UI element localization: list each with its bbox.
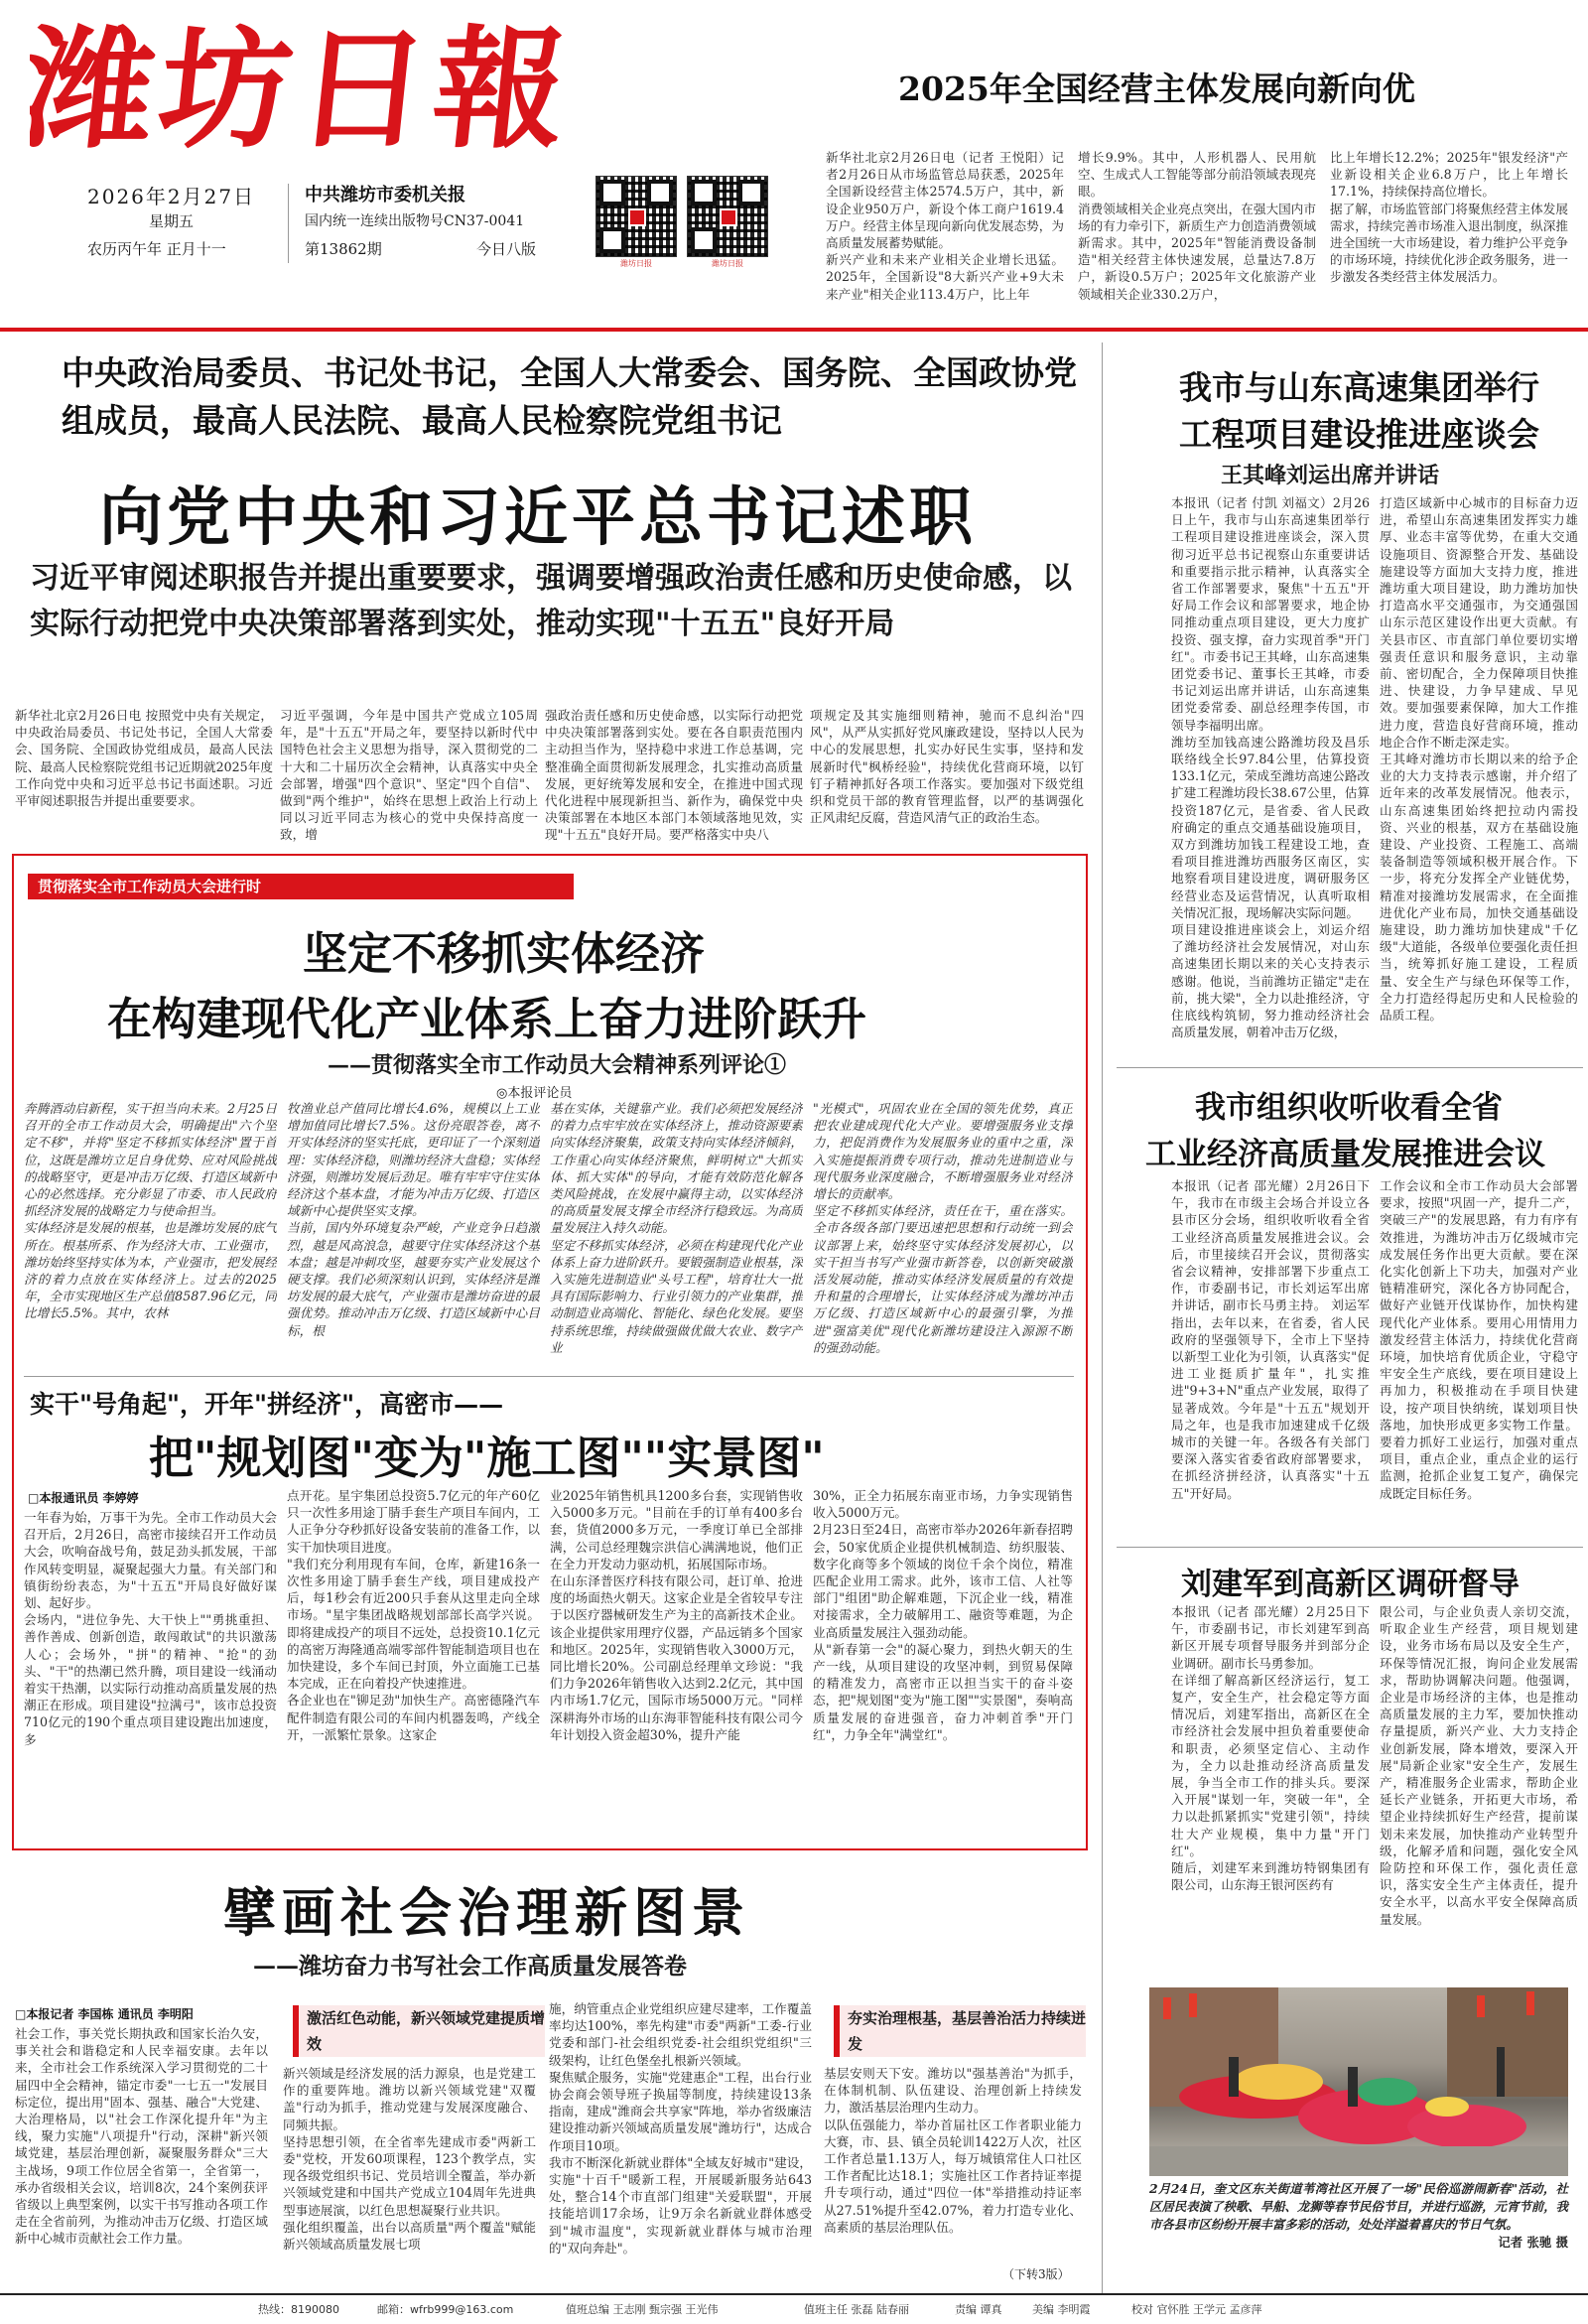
lead-col4: 项规定及其实施细则精神，驰而不息纠治"四风"，从严从实抓好党风廉政建设，坚持以人民为中心的发展思想，扎实办好民生实事，坚持和发展新时代"枫桥经验"，持续优化营商环境，以钉钉子精神抓好各项工作落实。要加强对下级党组织和党员干部的教育管理监督，以严的基调强化正风肃纪反腐，营造风清气正的政治生态。 xyxy=(810,708,1084,826)
governance-subhead: ——潍坊奋力书写社会工作高质量发展答卷 xyxy=(253,1953,687,1980)
footer-hotline: 热线：8190080 xyxy=(258,2303,339,2316)
footer-resp: 责编 谭真 xyxy=(955,2303,1002,2316)
lead-headline: 向党中央和习近平总书记述职 xyxy=(99,481,977,555)
right3-col2: 限公司，与企业负责人亲切交流，听取企业生产经营，项目规划建设，业务市场布局以及安全生产，环保等情况汇报，询问企业发展需求，帮助协调解决问题。他强调，企业是市场经济的主体，也是推动高质量发展的主力军，要加快推动存量提质，新兴产业、大力支持企业创新发展，降本增效，要深入开展"局新企业家"安全生产，发展生产，精准服务企业需求，帮助企业延长产业链条，开拓更大市场，希望企业持续抓好生产经营，提前谋划未来发展，加快推动产业转型升级，化解矛盾和问题，强化安全风险防控和环保工作，强化责任意识，落实安全生产主体责任，提升安全水平，以高水平安全保障高质量发展。 xyxy=(1380,1604,1578,1927)
gaomi-col4: 30%，正全力拓展东南亚市场，力争实现销售收入5000万元。 2月23日至24日，高密市举办2026年新春招聘会，50家优质企业提供机械制造、纺织服装、数字化商等多个领域的岗位千余个岗位，精准匹配企业用工需求。此外，该市工信、人社等部门"组团"助企解难题，下沉企业一线，精准对接需求，全力破解用工、融资等难题，为企业高质量发展注入强劲动能。 从"新春第一会"的凝心聚力，到热火朝天的生产一线，从项目建设的攻坚冲刺，到贸易保障的精准发力，高密市正以担当实干的奋斗姿态，把"规划图"变为"施工图""实景图"，奏响高质量发展的奋进强音，奋力冲刺首季"开门红"，力争全年"满堂红"。 xyxy=(813,1488,1073,1742)
gaomi-kicker: 实干"号角起"，开年"拼经济"，高密市—— xyxy=(30,1390,504,1419)
right2-headline-2: 工业经济高质量发展推进会议 xyxy=(1145,1137,1545,1172)
right2-headline-1: 我市组织收听收看全省 xyxy=(1195,1090,1503,1126)
special-col2: 牧渔业总产值同比增长4.6%，规模以上工业增加值同比增长7.5%。这份亮眼答卷，离不开实体经济的坚实托底，更印证了一个深刻道理：实体经济稳，则潍坊经济大盘稳；实体经济强，则潍坊发展后劲足。唯有牢牢守住实体经济这个基本盘，才能为冲击万亿级、打造区域新中心提供坚实支撑。 当前，国内外环境复杂严峻，产业竞争日趋激烈，越是风高浪急，越要守住实体经济这个基本盘；越是冲刺攻坚，越要夯实产业发展这个硬支撑。我们必须深刻认识到，实体经济是潍坊发展的最大底气，产业强市是潍坊奋进的最强优势。推动冲击万亿级、打造区域新中心目标，根 xyxy=(287,1101,540,1338)
special-col1: 奔腾酒动启新程，实干担当向未来。2月25日召开的全市工作动员大会，明确提出"六个坚定不移"，并将"坚定不移抓实体经济"置于首位，这既是潍坊立足自身优势、应对风险挑战的战略坚守，更是冲击万亿级、打造区域新中心的必然选择。充分彰显了市委、市人民政府抓经济发展的战略定力与使命担当。 实体经济是发展的根基，也是潍坊发展的底气所在。根基所系、作为经济大市、工业强市，潍坊始终坚持实体为本，产业强市，把发展经济的着力点放在实体经济上。过去的2025年，全市实现地区生产总值8587.96亿元，同比增长5.5%。其中，农林 xyxy=(24,1101,277,1321)
lead-col1: 新华社北京2月26日电 按照党中央有关规定，中央政治局委员、书记处书记，全国人大常委会、国务院、全国政协党组成员，最高人民法院、最高人民检察院党组书记近期就2025年度工作向党中央和习近平总书记书面述职。习近平审阅述职报告并提出重要要求。 xyxy=(15,708,273,809)
footer-art: 美编 李明霞 xyxy=(1032,2303,1091,2316)
page-count: 今日八版 xyxy=(476,240,537,258)
right3-col1: 本报讯（记者 邵光耀）2月25日下午，市委副书记，市长刘建军到高新区开展专项督导服务并到部分企业调研。副市长马勇参加。 在详细了解高新区经济运行，复工复产，安全生产，社会稳定等方面情况后，刘建军指出，高新区在全市经济社会发展中担负着重要使命和职责，必须坚定信心、主动作为，全力以赴推动经济高质量发展，争当全市工作的排头兵。要深入开展"谋划一年，突破一年"，全力以赴抓紧抓实"党建引领"，持续壮大产业规模，集中力量"开门红"。 随后，刘建军来到潍坊特钢集团有限公司，山东海王银河医药有 xyxy=(1171,1604,1370,1893)
governance-box1-label: 激活红色动能，新兴领域党建提质增效 xyxy=(293,2005,545,2057)
qr-code-1[interactable] xyxy=(596,176,677,257)
governance-col4: 基层安则天下安。潍坊以"强基善治"为抓手，在体制机制、队伍建设、治理创新上持续发力，激活基层治理内生动力。 以队伍强能力，举办首届社区工作者职业能力大赛，市、县、镇全员轮训1422万人次，社区工作者总量1.13万人，每万城镇常住人口社区工作者配比达18.1；实施社区工作者持证率提升专项行动，通过"四位一体"举措推动持证率从27.51%提升至42.07%，着力打造专业化、高素质的基层治理队伍。 xyxy=(824,2066,1082,2235)
cn-number: 国内统一连续出版物号CN37-0041 xyxy=(305,213,525,229)
gaomi-col2: 点开花。星宇集团总投资5.7亿元的年产60亿只一次性多用途丁腈手套生产项目车间内，工人正争分夺秒抓好设备安装前的准备工作，以实干加快项目进度。 "我们充分利用现有车间，仓库，新建16条一次性多用途丁腈手套生产线，项目建成投产后，每1秒会有近200只手套从这里走向全球市场。"星宇集团战略规划部部长高学兴说。即将建成投产的项目不远处，总投资10.1亿元的高密万海隆通高端零部件智能制造项目也在加快建设，多个车间已封顶，外立面施工已基本完成，正在向着投产快速推进。 各企业也在"铆足劲"加快生产。高密德隆汽车配件制造有限公司的车间内机器轰鸣，产线全开，一派繁忙景象。这家企 xyxy=(287,1488,540,1742)
special-headline-2: 在构建现代化产业体系上奋力进阶跃升 xyxy=(107,993,867,1045)
photo-caption: 2月24日，奎文区东关街道苇湾社区开展了一场"民俗巡游闹新春"活动，社区居民表演了秧歌、旱船、龙狮等春节民俗节目，并进行巡游，元宵节前，我市各县市区纷纷开展丰富多彩的活动，处处洋溢着喜庆的节日气氛。 记者 张驰 摄 xyxy=(1149,2181,1568,2250)
footer-email[interactable]: 邮箱：wfrb999@163.com xyxy=(377,2303,514,2316)
governance-col1: 社会工作，事关党长期执政和国家长治久安，事关社会和谐稳定和人民幸福安康。去年以来，全市社会工作系统深入学习贯彻党的二十届四中全会精神，锚定市委"一七五一"发展目标定位，提出用"固本、强基、融合"大党建、大治理格局，以"社会工作深化提升年"为主线，聚力实施"八项提升"行动，深耕"新兴领域党建，基层治理创新，凝聚服务群众"三大主战场，9项工作位居全省第一，全省第一，承办省级相关会议，培训8次，24个案例获评省级以上典型案例，以实干书写推动各项工作走在全省前列，为推动冲击万亿级、打造区域新中心城市贡献社会工作力量。 xyxy=(15,2026,268,2247)
right1-col1: 本报讯（记者 付凯 刘福文）2月26日上午，我市与山东高速集团举行工程项目建设推进座谈会，深入贯彻习近平总书记视察山东重要讲话和重要指示批示精神，认真落实全省工作部署要求，聚焦"十五五"开好局工作会议和部署要求，地企协同推动重点项目建设，更大力度扩投资、强支撑，奋力实现首季"开门红"。市委书记王其峰，山东高速集团党委书记、董事长王其峰，市委书记刘运出席并讲话，山东高速集团党委常委、副总经理李传国，市领导李福明出席。 潍坊至加钱高速公路潍坊段及昌乐联络线全长97.84公里，估算投资133.1亿元，荣成至潍坊高速公路改扩建工程潍坊段长38.67公里，估算投资187亿元，是省委、省人民政府确定的重点交通基础设施项目，双方到潍坊加钱工程建设工地，查看项目推进潍坊西服务区南区，实地察看项目建设进度，调研服务区经营业态及运营情况，认真听取相关情况汇报，现场解决实际问题。 项目建设推进座谈会上，刘运介绍了潍坊经济社会发展情况，对山东高速集团长期以来的关心支持表示感谢。他说，当前潍坊正锚定"走在前，挑大梁"，全力以赴推经济，守住底线构筑韧，努力推动经济社会高质量发展，朝着冲击万亿级， xyxy=(1171,495,1370,1040)
top-article-col3: 比上年增长12.2%；2025年"银发经济"产业新设相关企业6.8万户，比上年增长17.1%，持续保持高位增长。 据了解，市场监管部门将聚焦经营主体发展需求，持续完善市场准入退出制度，纵深推进全国统一大市场建设，着力维护公平竞争的市场环境，持续优化涉企政务服务，进一步激发各类经营主体发展活力。 xyxy=(1330,150,1568,285)
qr-code-2[interactable] xyxy=(687,176,768,257)
gaomi-headline: 把"规划图"变为"施工图""实景图" xyxy=(149,1432,825,1484)
gaomi-col3: 业2025年销售机具1200多台套，实现销售收入5000多万元。"目前在手的订单有400多台套，货值2000多万元，一季度订单已全部排满，公司总经理魏宗洪信心满满地说，他们正在全力开发动力驱动机，拓展国际市场。 在山东泽普医疗科技有限公司，赶订单、抢进度的场面热火朝天。这家企业是全省较早专注于以医疗器械研发生产为主的高新技术企业。该企业提供家用理疗仪器，产品远销多个国家和地区。2025年，实现销售收入3000万元，同比增长20%。公司副总经理单文珍说："我们力争2026年销售收入达到2.2亿元，其中国内市场1.7亿元，国际市场5000万元。"同样深耕海外市场的山东海菲智能科技有限公司今年计划投入资金超30%，提升产能 xyxy=(550,1488,803,1742)
lead-kicker: 中央政治局委员、书记处书记，全国人大常委会、国务院、全国政协党组成员，最高人民法院、最高人民检察院党组书记 xyxy=(62,353,1077,440)
governance-box2-label: 夯实治理根基，基层善治活力持续迸发 xyxy=(834,2005,1086,2057)
right1-headline-1: 我市与山东高速集团举行 xyxy=(1179,368,1539,407)
top-article-col1: 新华社北京2月26日电（记者 王悦阳）记者2月26日从市场监管总局获悉，2025年全国新设经营主体2574.5万户，其中，新设企业950万户，新设个体工商户1619.4万户。经营主体呈现向新向优发展态势，为高质量发展蓄势赋能。 新兴产业和未来产业相关企业增长迅猛。2025年，全国新设"8大新兴产业+9大未来产业"相关企业113.4万户，比上年 xyxy=(826,150,1064,302)
special-byline: ◎本报评论员 xyxy=(496,1086,573,1101)
masthead-logo-art xyxy=(30,8,586,157)
issue-number: 第13862期 xyxy=(305,240,382,258)
festival-photo-art xyxy=(1149,1987,1568,2176)
lead-col2: 习近平强调，今年是中国共产党成立105周年，是"十五五"开局之年，要坚持以新时代中国特色社会主义思想为指导，深入贯彻党的二十大和二十届历次全会精神，认真落实中央全会部署，增强"四个意识"、坚定"四个自信"、做到"两个维护"，始终在思想上政治上行动上同以习近平同志为核心的党中央保持高度一致，增 xyxy=(280,708,538,843)
organ-name: 中共潍坊市委机关报 xyxy=(305,185,465,205)
festival-photo xyxy=(1149,1987,1568,2176)
right2-col1: 本报讯（记者 邵光耀）2月26日下午，我市在市级主会场合并设立各县市区分会场，组织收听收看全省工业经济高质量发展推进会议。会后，市里接续召开会议，贯彻落实省会议精神，安排部署下步重点工作，市委副书记，市长刘运军出席并讲话，副市长马勇主持。 刘运军指出，去年以来，在省委，省人民政府的坚强领导下，全市上下坚持以新型工业化为引领，认真落实"促进工业挺质扩量年"，扎实推进"9+3+N"重点产业发展，取得了显著成效。今年是"十五五"规划开局之年，也是我市加速建成千亿级城市的关键一年。各级各有关部门要深入落实省委省政府部署要求，在抓经济拼经济，认真落实"十五五"开好局。 xyxy=(1171,1178,1370,1501)
footer-proof: 校对 官怀胜 王学元 孟彦萍 xyxy=(1131,2303,1262,2316)
top-article-col2: 增长9.9%。其中，人形机器人、民用航空、生成式人工智能等部分前沿领域表现亮眼。 消费领域相关企业亮点突出，在强大国内市场的有力牵引下，新质生产力创造消费领域新需求。其中，2025年"智能消费设备制造"相关经营主体快速发展，总量达7.8万户，新设0.5万户；2025年文化旅游产业领域相关企业330.2万户， xyxy=(1078,150,1316,302)
gaomi-byline: □本报通讯员 李婷婷 xyxy=(28,1491,139,1505)
qr-label-2: 潍坊日报 xyxy=(712,259,743,268)
right1-subhead: 王其峰刘运出席并讲话 xyxy=(1221,463,1440,488)
governance-headline: 擘画社会治理新图景 xyxy=(223,1882,750,1944)
lead-subhead: 习近平审阅述职报告并提出重要要求，强调要增强政治责任感和历史使命感，以实际行动把党中央决策部署落到实处，推动实现"十五五"良好开局 xyxy=(30,561,1072,641)
right1-col2: 打造区域新中心城市的目标奋力迈进，希望山东高速集团发挥实力雄厚、业态丰富等优势，在重大交通设施项目、资源整合开发、基础设施建设等方面加大支持力度，推进潍坊重大项目建设，助力潍坊加快打造高水平交通强市，为交通强国山东示范区建设作出更大贡献。有关县市区、市直部门单位要切实增强责任意识和服务意识，主动靠前、密切配合，全力保障项目快推进、快建设，力争早建成、早见效。要加强要素保障，加大工作推进力度，营造良好营商环境，推动地企合作不断走深走实。 王其峰对潍坊市长期以来的给予企业的大力支持表示感谢，并介绍了近年来的改革发展情况。他表示，山东高速集团始终把拉动内需投资、兴业的根基，双方在基础设施建设、产业投资、工程施工、高端装备制造等领域积极开展合作。下一步，将充分发挥全产业链优势，精准对接潍坊发展需求，在全面推进优化产业布局，加快交通基础设施建设，助力潍坊加快建成"千亿级"大道能，各级单位要强化责任担当，统筹抓好施工建设，工程质量、安全生产与绿色环保等工作，全力打造经得起历史和人民检验的品质工程。 xyxy=(1380,495,1578,1024)
right2-col2: 工作会议和全市工作动员大会部署要求，按照"巩固一产，提升二产，突破三产"的发展思路，有力有序有效推进，为潍坊冲击万亿级城市完成发展任务作出更大贡献。要在深化实化创新上下功夫，加强对产业链精准研究，深化各方协同配合，做好产业链开伐谋协作，加快构建现代化产业体系。要用心用情用力激发经营主体活力，持续优化营商环境，加快培育优质企业，守稳守牢安全生产底线，要在项目建设上再加力，积极推动在手项目快建设，按产项目快纳统，谋划项目快落地，加快形成更多实物工作量。要着力抓好工业运行，加强对重点项目，重点企业，重点企业的运行监测，抢抓企业复工复产，确保完成既定目标任务。 xyxy=(1380,1178,1578,1501)
special-col4: "光模式"，巩固农业在全国的领先优势，真正把农业建成现代化大产业。要增强服务业支撑力，把促消费作为发展服务业的重中之重，深入实施提振消费专项行动，推动先进制造业与现代服务业深度融合，不断增强服务业对经济增长的贡献率。 坚定不移抓实体经济，责任在干，重在落实。全市各级各部门要迅速把思想和行动统一到会议部署上来，始终坚守实体经济发展初心，以实干担当书写产业强市新答卷，以创新突破激活发展动能，推动实体经济发展质量的有效提升和量的合理增长，让实体经济成为潍坊冲击万亿级、打造区域新中心的最强引擎，为推进"强富美优"现代化新潍坊建设注入源源不断的强劲动能。 xyxy=(813,1101,1073,1355)
special-series: ——贯彻落实全市工作动员大会精神系列评论① xyxy=(328,1052,787,1078)
special-headline-1: 坚定不移抓实体经济 xyxy=(303,927,706,980)
lunar-date: 农历丙午年 正月十一 xyxy=(87,240,226,258)
right1-headline-2: 工程项目建设推进座谈会 xyxy=(1179,415,1539,454)
governance-col2: 新兴领域是经济发展的活力源泉，也是党建工作的重要阵地。潍坊以新兴领域党建"双覆盖"行动为抓手，推动党建与发展深度融合、同频共振。 坚持思想引领，在全省率先建成市委"两新工委"党校，开发60项课程，123个教学点，实现各级党组织书记、党员培训全覆盖，举办新兴领域党建和中国共产党成立104周年先进典型事迹展演，以红色思想凝聚行业共识。 强化组织覆盖，出台以高质量"两个覆盖"赋能新兴领域高质量发展七项 xyxy=(283,2066,536,2253)
footer-editor: 值班总编 王志刚 甄宗强 王光伟 xyxy=(566,2303,719,2316)
special-col3: 基在实体，关键靠产业。我们必须把发展经济的着力点牢牢放在实体经济上，推动资源要素向实体经济聚集，政策支持向实体经济倾斜，工作重心向实体经济聚焦，鲜明树立"大抓实体、抓大实体"的导向，才能有效防范化解各类风险挑战，在发展中赢得主动，以实体经济的高质量发展支撑全市经济行稳致远。为高质量发展注入持久动能。 坚定不移抓实体经济，必须在构建现代化产业体系上奋力进阶跃升。要锻强制造业根基，深入实施先进制造业"头号工程"，培育壮大一批具有国际影响力、行业引领力的产业集群，推动制造业高端化、智能化、绿色化发展。要坚持系统思维，持续做强做优做大农业、数字产业 xyxy=(550,1101,803,1355)
weekday: 星期五 xyxy=(149,212,195,230)
photo-credit: 记者 张驰 摄 xyxy=(1498,2235,1568,2250)
top-headline: 2025年全国经营主体发展向新向优 xyxy=(898,69,1415,108)
masthead-logo xyxy=(30,8,586,157)
governance-jump[interactable]: （下转3版） xyxy=(1002,2267,1070,2281)
qr-label-1: 潍坊日报 xyxy=(620,259,652,268)
date: 2026年2月27日 xyxy=(87,185,256,208)
lead-col3: 强政治责任感和历史使命感，以实际行动把党中央决策部署落到实处。要在各自职责范围内主动担当作为，坚持稳中求进工作总基调，完整准确全面贯彻新发展理念，扎实推动高质量发展，更好统筹发展和安全，在推进中国式现代化进程中展现新担当、新作为，确保党中央决策部署在本地区本部门本领域落地见效，实现"十五五"良好开局。要严格落实中央八 xyxy=(545,708,803,843)
governance-col3: 施，纳管重点企业党组织应建尽建率，工作覆盖率均达100%，率先构建"市委"两新"工委-行业党委和部门-社会组织党委-社会组织党组织"三级架构，让红色堡垒扎根新兴领域。 聚焦赋企服务，实施"党建惠企"工程，出台行业协会商会领导班子换届等制度，持续建设13条指南，建成"潍商会共享家"阵地，举办省级廉洁建设推动新兴领域高质量发展"潍坊行"，达成合作项目10项。 我市不断深化新就业群体"全域友好城市"建设，实施"十百千"暖新工程，开展暖新服务站643处，整合14个市直部门组建"关爱联盟"，开展技能培训17余场，让9万余名新就业群体感受到"城市温度"，实现新就业群体与城市治理的"双向奔赴"。 xyxy=(549,2001,812,2256)
footer-duty: 值班主任 张磊 陆春丽 xyxy=(804,2303,909,2316)
gaomi-col1: 一年春为始，万事干为先。全市工作动员大会召开后，2月26日，高密市接续召开工作动员大会，吹响奋战号角，鼓足劲头抓发展，干部作风转变明显，凝聚起强大力量。有关部门和镇街纷纷表态，为"十五五"开局良好做好谋划、起好步。 会场内，"进位争先、大干快上""勇挑重担、善作善成、创新创造，敢闯敢试"的共识激荡人心；会场外，"拼"的精神、"抢"的劲头、"干"的热潮已然升腾，项目建设一线涌动着实干热潮，以实际行动推动高质量发展的热潮正在形成。项目建设"拉满弓"，该市总投资710亿元的190个重点项目建设跑出加速度，多 xyxy=(24,1510,277,1747)
right3-headline: 刘建军到高新区调研督导 xyxy=(1181,1567,1520,1602)
governance-byline: □本报记者 李国栋 通讯员 李明阳 xyxy=(15,2007,194,2021)
special-label: 贯彻落实全市工作动员大会进行时 xyxy=(28,874,574,899)
logo-glyphs: 潍坊日報 xyxy=(30,13,580,157)
